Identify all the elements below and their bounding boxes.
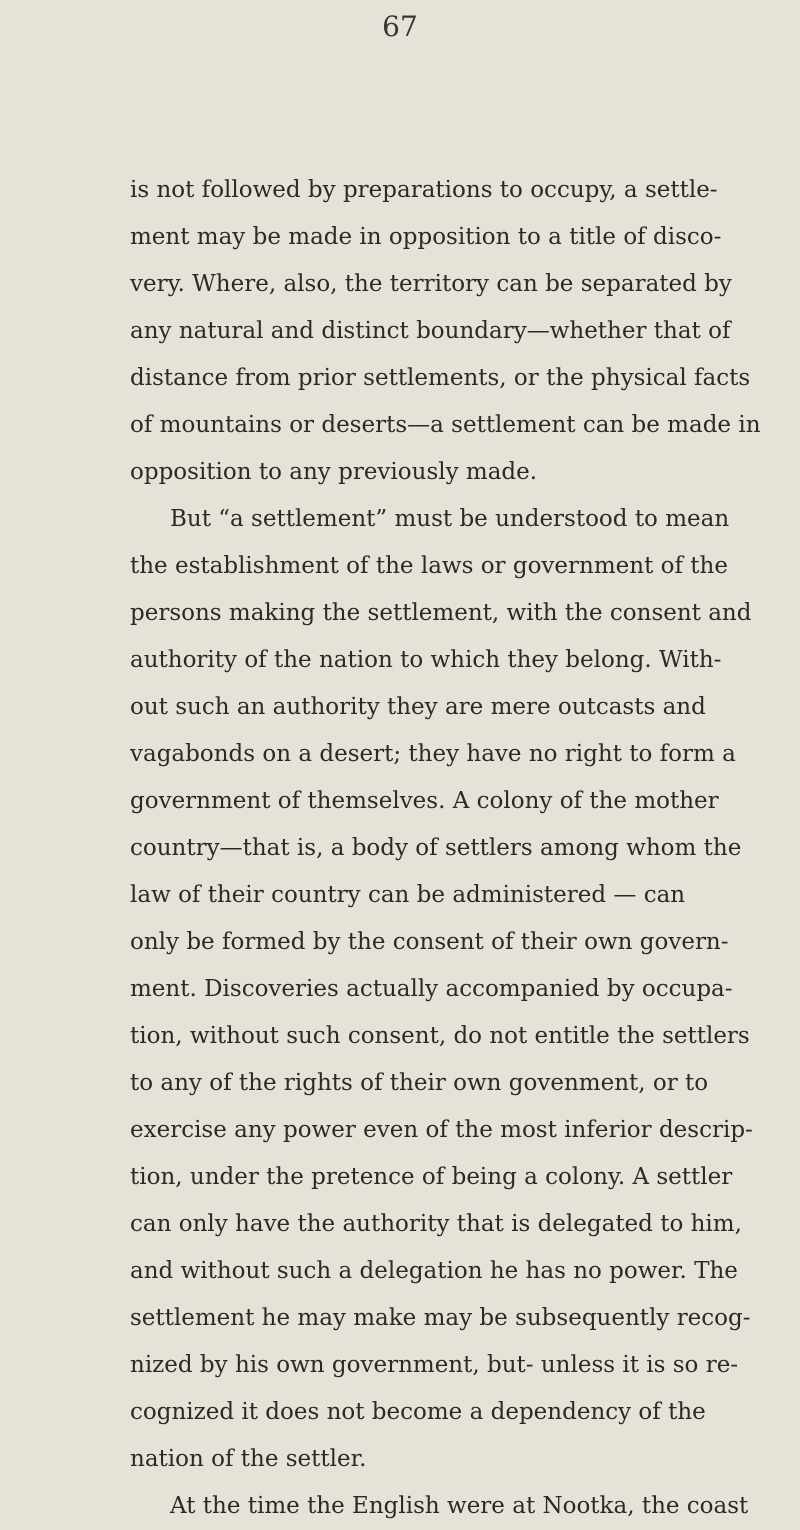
text-line-25: settlement he may make may be subsequently recog- (130, 1305, 751, 1331)
text-line-9: the establishment of the laws or government of the (130, 553, 728, 579)
text-line-23: can only have the authority that is delegated to him, (130, 1211, 742, 1237)
body-text (130, 167, 761, 1530)
text-line-2: ment may be made in opposition to a title of disco- (130, 224, 722, 250)
text-line-16: law of their country can be administered — can (130, 882, 686, 908)
text-line-1: is not followed by preparations to occupy, a settle- (130, 177, 718, 203)
text-line-4: any natural and distinct boundary—whether that of (130, 318, 731, 344)
text-line-28: nation of the settler. (130, 1446, 367, 1472)
text-line-5: distance from prior settlements, or the physical facts (130, 365, 751, 391)
text-line-22: tion, under the pretence of being a colony. A settler (130, 1164, 733, 1190)
text-line-8: But “a settlement” must be understood to mean (170, 506, 730, 532)
text-line-21: exercise any power even of the most inferior descrip- (130, 1117, 753, 1143)
text-line-17: only be formed by the consent of their own govern- (130, 929, 729, 955)
text-line-10: persons making the settlement, with the consent and (130, 600, 752, 626)
text-line-24: and without such a delegation he has no power. The (130, 1258, 738, 1284)
text-line-29: At the time the English were at Nootka, the coast (170, 1493, 749, 1519)
text-line-7: opposition to any previously made. (130, 459, 538, 485)
page-number: 67 (382, 10, 418, 43)
text-line-27: cognized it does not become a dependency of the (130, 1399, 706, 1425)
text-line-18: ment. Discoveries actually accompanied by occupa- (130, 976, 733, 1002)
text-line-12: out such an authority they are mere outcasts and (130, 694, 706, 720)
text-line-14: government of themselves. A colony of the mother (130, 788, 719, 814)
text-line-19: tion, without such consent, do not entitle the settlers (130, 1023, 750, 1049)
text-line-3: very. Where, also, the territory can be separated by (130, 271, 732, 297)
text-line-15: country—that is, a body of settlers among whom the (130, 835, 742, 861)
text-line-20: to any of the rights of their own govenment, or to (130, 1070, 709, 1096)
text-line-11: authority of the nation to which they belong. With- (130, 647, 722, 673)
text-line-26: nized by his own government, but- unless it is so re- (130, 1352, 739, 1378)
text-line-6: of mountains or deserts—a settlement can be made in (130, 412, 761, 438)
text-line-13: vagabonds on a desert; they have no right to form a (130, 741, 736, 767)
